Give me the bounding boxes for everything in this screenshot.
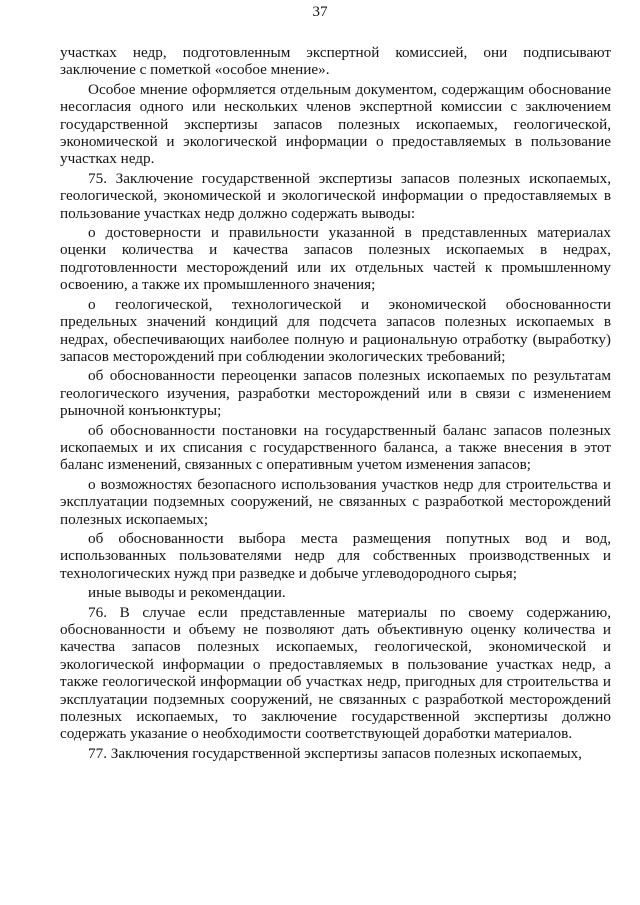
paragraph-conclusion-conditions: о геологической, технологической и экономической обоснованности предельных значений кондиций для подсчета запасов полезных ископаемых в недрах, обеспечивающих наиболее полную и рациональную отработку (выработку) запасов месторождений при соблюдении экологических требований; [60,295,611,365]
paragraph-clause-75: 75. Заключение государственной экспертизы запасов полезных ископаемых, геологической, экономической и экологической информации о предоставляемых в пользование участках недр должно содержать выводы: [60,169,611,222]
paragraph-conclusion-underground-use: о возможностях безопасного использования участков недр для строительства и эксплуатации подземных сооружений, не связанных с разработкой месторождений полезных ископаемых; [60,475,611,528]
paragraph-conclusion-reassessment: об обоснованности переоценки запасов полезных ископаемых по результатам геологического изучения, разработки месторождений или в связи с изменением рыночной конъюнктуры; [60,367,611,420]
document-body [60,44,611,764]
paragraph-continuation: участках недр, подготовленным экспертной комиссией, они подписывают заключение с пометкой «особое мнение». [60,44,611,79]
paragraph-conclusion-reliability: о достоверности и правильности указанной в представленных материалах оценки количества и качества запасов полезных ископаемых в недрах, подготовленности месторождений или их отдельных частей к промышленному освоению, а также их промышленного значения; [60,224,611,294]
page-number: 37 [312,3,328,20]
paragraph-clause-77: 77. Заключения государственной экспертизы запасов полезных ископаемых, [88,744,582,762]
paragraph-other-conclusions: иные выводы и рекомендации. [88,584,286,602]
paragraph-conclusion-water-placement: об обоснованности выбора места размещения попутных вод и вод, использованных пользователями недр для собственных производственных и технологических нужд при разведке и добыче углеводородного сырья; [60,529,611,582]
paragraph-clause-76: 76. В случае если представленные материалы по своему содержанию, обоснованности и объему не позволяют дать объективную оценку количества и качества запасов полезных ископаемых, геологической, экономической и экологической информации о предоставляемых в пользование участках недр, а также геологической информации об участках недр, пригодных для строительства и эксплуатации подземных сооружений, не связанных с разработкой месторождений полезных ископаемых, то заключение государственной экспертизы должно содержать указание о необходимости соответствующей доработки материалов. [60,603,611,743]
paragraph-special-opinion: Особое мнение оформляется отдельным документом, содержащим обоснование несогласия одного или нескольких членов экспертной комиссии с заключением государственной экспертизы запасов полезных ископаемых, геологической, экономической и экологической информации о предоставляемых в пользование участках недр. [60,80,611,168]
paragraph-conclusion-balance: об обоснованности постановки на государственный баланс запасов полезных ископаемых и их списания с государственного баланса, а также внесения в этот баланс изменений, связанных с оперативным учетом изменения запасов; [60,421,611,474]
